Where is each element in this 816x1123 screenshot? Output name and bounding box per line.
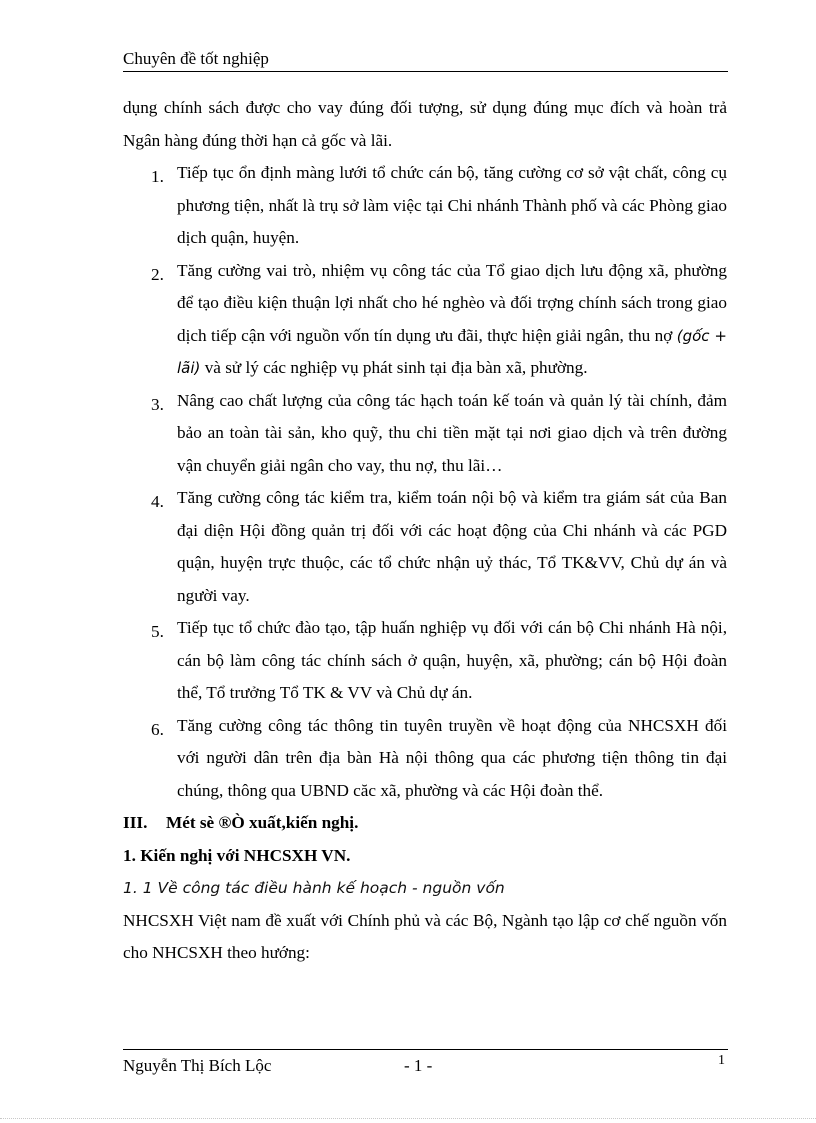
header-divider bbox=[123, 71, 728, 72]
list-item bbox=[123, 612, 727, 710]
list-item-text-continued: và sử lý các nghiệp vụ phát sinh tại địa bàn xã, phường. bbox=[200, 358, 588, 377]
section-heading bbox=[123, 807, 727, 840]
footer-divider bbox=[123, 1049, 728, 1050]
footer-page-number: 1 bbox=[718, 1053, 725, 1068]
subheading: 1. Kiến nghị với NHCSXH VN. bbox=[123, 845, 351, 865]
list-item bbox=[123, 482, 727, 612]
list-item-number: 3. bbox=[151, 394, 164, 414]
list-item-number: 4. bbox=[151, 492, 164, 511]
numbered-list bbox=[123, 157, 727, 807]
list-item-emphasis: (gốc + lãi) bbox=[177, 326, 727, 377]
list-item-number: 6. bbox=[151, 719, 164, 739]
list-item-text: Tiếp tục ổn định màng lưới tổ chức cán bộ, tăng cường cơ sở vật chất, công cụ phương tiện, nhất là trụ sở làm việc tại Chi nhánh Thành phố và các Phòng giao dịch quận, huyện. bbox=[177, 163, 727, 247]
list-item-text: Tiếp tục tổ chức đào tạo, tập huấn nghiệp vụ đối với cán bộ Chi nhánh Hà nội, cán bộ làm công tác chính sách ở quận, huyện, xã, phường; cán bộ Hội đoàn thể, Tổ trưởng Tổ TK & VV và Chủ dự án. bbox=[177, 618, 727, 702]
running-header-title: Chuyên đề tốt nghiệp bbox=[123, 49, 269, 68]
list-item-text: Tăng cường vai trò, nhiệm vụ công tác của Tổ giao dịch lưu động xã, phường để tạo điều kiện thuận lợi nhất cho hé nghèo và đối trợng chính sách trong giao dịch tiếp cận với nguồn vốn tín dụng ưu đãi, thực hiện giải ngân, thu nợ bbox=[177, 260, 727, 345]
document-body bbox=[123, 92, 727, 970]
list-item-text: Tăng cường công tác kiểm tra, kiểm toán nội bộ và kiểm tra giám sát của Ban đại diện Hội đồng quản trị đối với các hoạt động của Chi nhánh và các PGD quận, huyện trực thuộc, các tổ chức nhận uỷ thác, Tổ TK&VV, Chủ dự án và người vay. bbox=[177, 488, 727, 605]
list-item bbox=[123, 157, 727, 255]
list-item bbox=[123, 385, 727, 483]
section-number: III. bbox=[123, 813, 148, 832]
footer-page-label: - 1 - bbox=[404, 1056, 433, 1075]
list-item-number: 1. bbox=[151, 167, 164, 186]
list-item-text: Nâng cao chất lượng của công tác hạch toán kế toán và quản lý tài chính, đảm bảo an toàn tài sản, kho quỹ, thu chi tiền mặt tại nơi giao dịch và trên đường vận chuyển giải ngân cho vay, thu nợ, thu lãi… bbox=[177, 390, 727, 475]
list-item-number: 2. bbox=[151, 264, 164, 284]
section-title: Mét sè ®Ò xuất,kiến nghị. bbox=[166, 813, 359, 832]
subsection-heading: 1. 1 Về công tác điều hành kế hoạch - nguồn vốn bbox=[123, 879, 505, 897]
list-item bbox=[123, 255, 727, 385]
page-boundary bbox=[0, 1118, 816, 1119]
closing-paragraph: NHCSXH Việt nam đề xuất với Chính phủ và các Bộ, Ngành tạo lập cơ chế nguồn vốn cho NHCSXH theo hướng: bbox=[123, 910, 727, 962]
list-item bbox=[123, 710, 727, 808]
list-item-text: Tăng cường công tác thông tin tuyên truyền về hoạt động của NHCSXH đối với người dân trên địa bàn Hà nội thông qua các phương tiện thông tin đại chúng, thông qua UBND căc xã, phường và các Hội đoàn thể. bbox=[177, 715, 727, 800]
intro-paragraph: dụng chính sách được cho vay đúng đối tượng, sử dụng đúng mục đích và hoàn trả Ngân hàng đúng thời hạn cả gốc và lãi. bbox=[123, 98, 727, 150]
list-item-number: 5. bbox=[151, 622, 164, 641]
footer-author: Nguyễn Thị Bích Lộc bbox=[123, 1056, 272, 1075]
